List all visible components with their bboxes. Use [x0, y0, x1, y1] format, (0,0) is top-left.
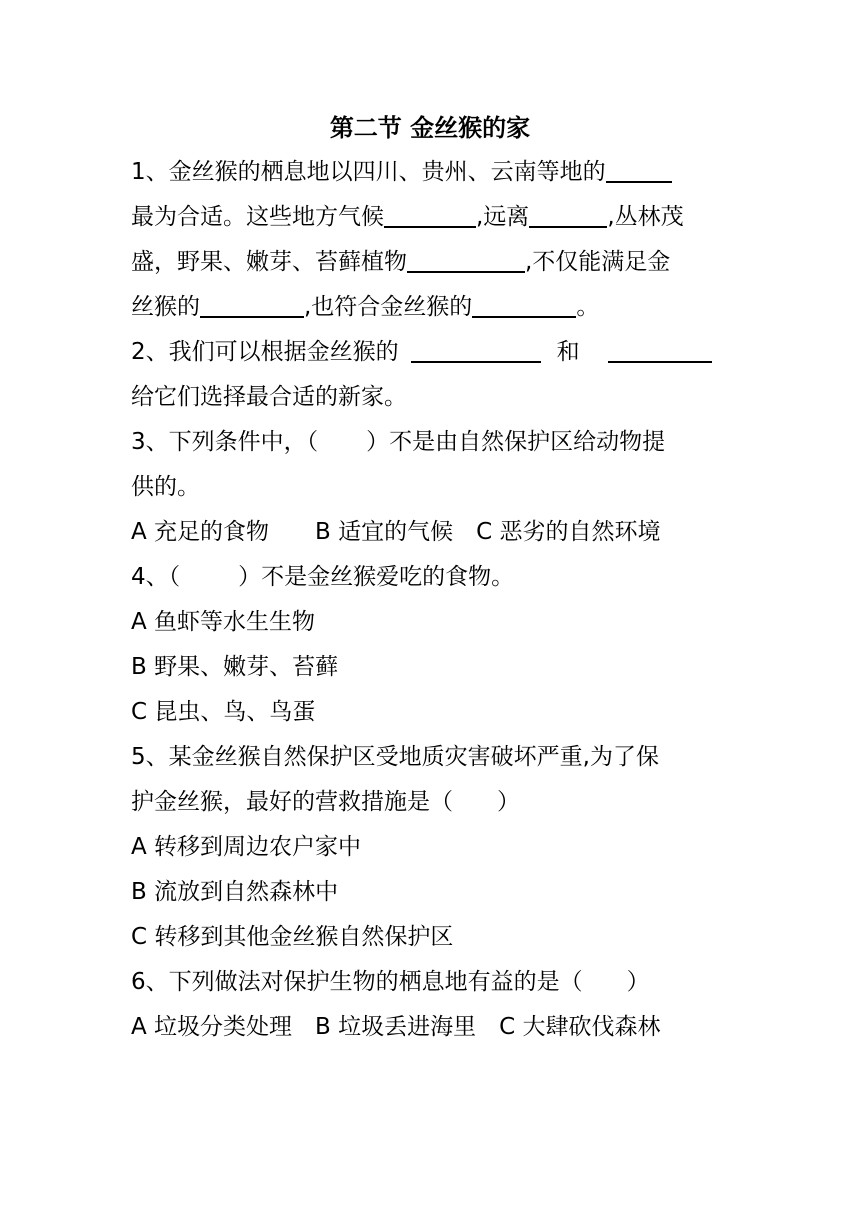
question-1-text: ,不仅能满足金 — [525, 249, 671, 275]
question-4-line-1 — [131, 555, 514, 600]
answer-blank[interactable] — [608, 331, 712, 363]
question-5-option-a: A 转移到周边农户家中 — [131, 834, 362, 860]
question-3-options: A 充足的食物 B 适宜的气候 C 恶劣的自然环境 — [131, 519, 661, 545]
question-1-text: 1、金丝猴的栖息地以四川、贵州、云南等地的 — [131, 159, 606, 185]
question-5-text: 护金丝猴，最好的营救措施是（ — [131, 789, 453, 815]
question-5-line-2 — [131, 780, 520, 825]
question-2-line-1 — [131, 330, 712, 375]
question-5-option-b: B 流放到自然森林中 — [131, 879, 339, 905]
page-title: 第二节 金丝猴的家 — [329, 114, 531, 142]
question-6-text: ） — [626, 969, 650, 995]
question-1-text: 最为合适。这些地方气候 — [131, 204, 384, 230]
question-1-text: ,也符合金丝猴的 — [304, 294, 473, 320]
question-5-line-1: 5、某金丝猴自然保护区受地质灾害破坏严重,为了保 — [131, 744, 659, 770]
question-1-line-1 — [131, 150, 672, 195]
question-1-line-2 — [131, 195, 684, 240]
question-6-options: A 垃圾分类处理 B 垃圾丢进海里 C 大肆砍伐森林 — [131, 1014, 661, 1040]
question-5-option-c: C 转移到其他金丝猴自然保护区 — [131, 924, 454, 950]
question-3-line-1 — [131, 420, 665, 465]
question-2-text: 给它们选择最合适的新家。 — [131, 384, 407, 410]
question-1-line-4 — [131, 285, 599, 330]
question-1-text: 丝猴的 — [131, 294, 200, 320]
question-1-text: 。 — [576, 294, 600, 320]
question-2-text: 和 — [556, 339, 580, 365]
question-4-option-b: B 野果、嫩芽、苔藓 — [131, 654, 339, 680]
answer-blank[interactable] — [606, 151, 672, 183]
answer-blank[interactable] — [411, 331, 541, 363]
question-2-text: 2、我们可以根据金丝猴的 — [131, 339, 399, 365]
question-1-text: ,远离 — [476, 204, 530, 230]
question-4-text: 4、（ — [131, 564, 181, 590]
question-3-line-2 — [131, 465, 200, 510]
question-3-text: 供的。 — [131, 474, 200, 500]
question-1-line-3 — [131, 240, 670, 285]
answer-blank[interactable] — [200, 286, 304, 318]
question-2-line-2 — [131, 375, 407, 420]
question-3-text: 3、下列条件中，（ — [131, 429, 319, 455]
question-4-text: ）不是金丝猴爱吃的食物。 — [238, 564, 515, 590]
question-5-text: ） — [497, 789, 520, 815]
answer-blank[interactable] — [407, 241, 525, 273]
question-4-option-a: A 鱼虾等水生生物 — [131, 609, 316, 635]
answer-blank[interactable] — [529, 196, 607, 228]
question-3-text: ）不是由自然保护区给动物提 — [366, 429, 666, 455]
question-6-line-1 — [131, 960, 650, 1005]
question-1-text: ,丛林茂 — [607, 204, 684, 230]
question-6-text: 6、下列做法对保护生物的栖息地有益的是（ — [131, 969, 583, 995]
answer-blank[interactable] — [472, 286, 576, 318]
answer-blank[interactable] — [384, 196, 476, 228]
question-4-option-c: C 昆虫、鸟、鸟蛋 — [131, 699, 316, 725]
question-1-text: 盛，野果、嫩芽、苔藓植物 — [131, 249, 407, 275]
